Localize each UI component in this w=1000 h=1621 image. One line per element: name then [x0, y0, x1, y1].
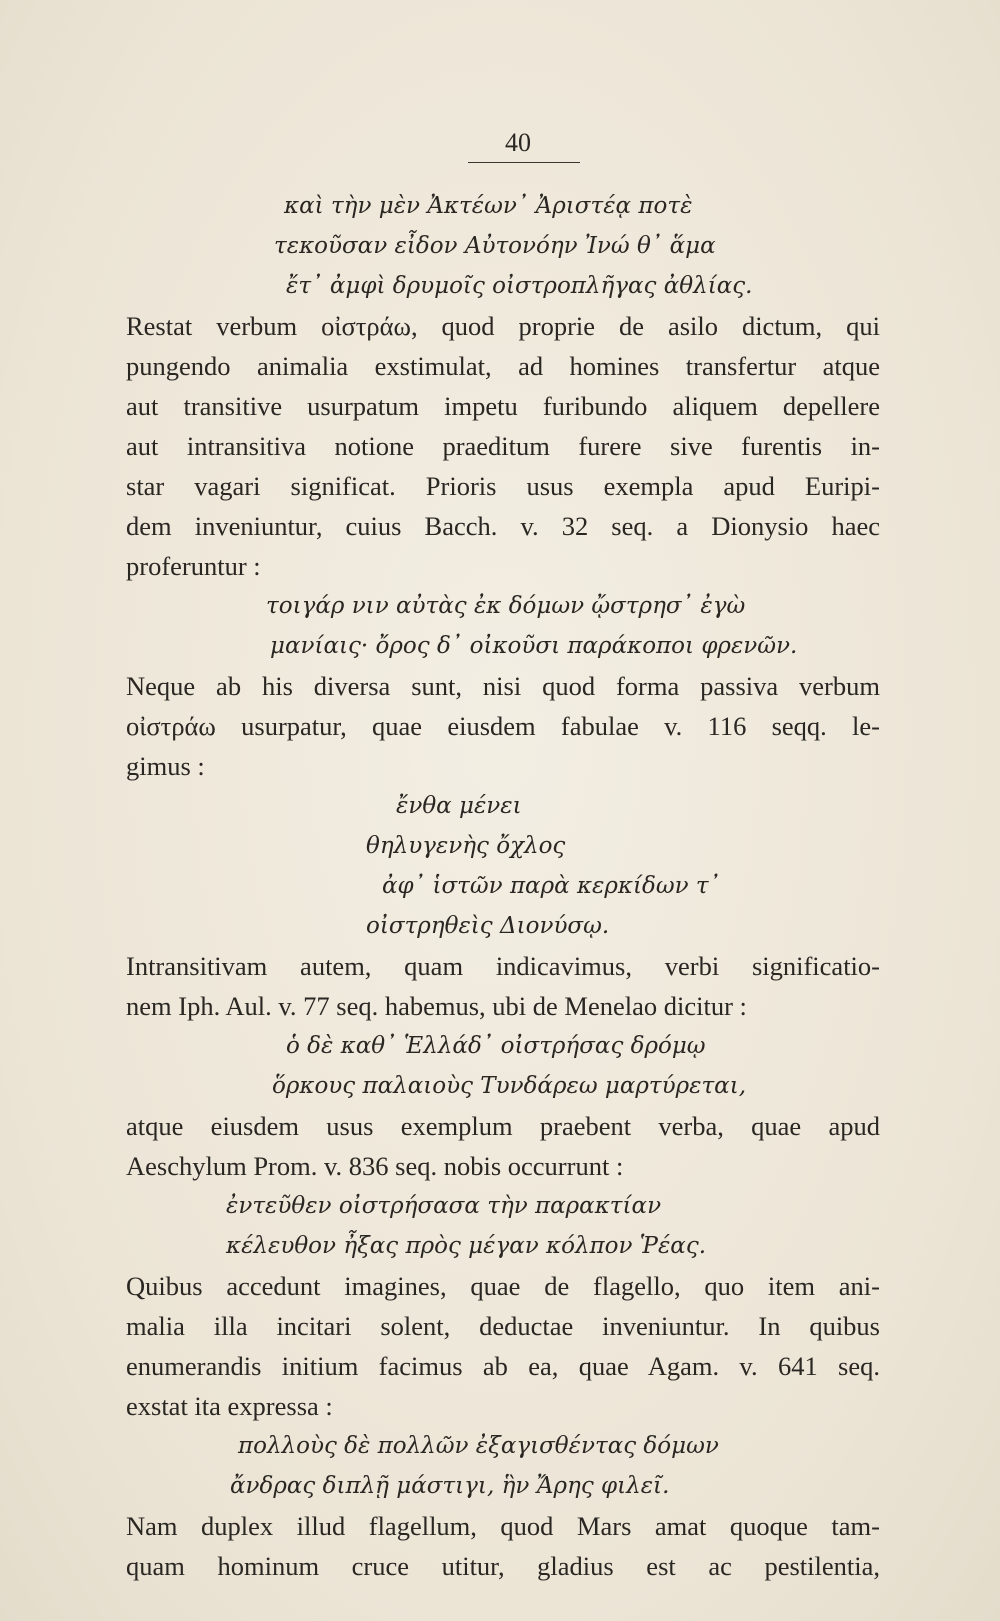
prose-line: malia illa incitari solent, deductae inveniuntur. In quibus	[126, 1311, 880, 1341]
prose-line: Intransitivam autem, quam indicavimus, verbi significatio-	[126, 951, 880, 981]
verse-line: μανίαις· ὄρος δ᾽ οἰκοῦσι παράκοποι φρενῶν.	[270, 633, 798, 659]
verse-quotation	[126, 1186, 880, 1266]
prose-line: aut intransitiva notione praeditum furere sive furentis in-	[126, 431, 880, 461]
verse-quotation	[126, 586, 880, 666]
prose-line: proferuntur :	[126, 551, 261, 581]
prose-line: οἰστράω usurpatur, quae eiusdem fabulae v. 116 seqq. le-	[126, 711, 880, 741]
page-body	[126, 186, 880, 1586]
prose-line: Aeschylum Prom. v. 836 seq. nobis occurrunt :	[126, 1151, 624, 1181]
verse-line: τοιγάρ νιν αὐτὰς ἐκ δόμων ᾤστρησ᾽ ἐγὼ	[266, 593, 746, 619]
verse-line: ἀφ᾽ ἱστῶν παρὰ κερκίδων τ᾽	[382, 873, 721, 899]
verse-line: τεκοῦσαν εἶδον Αὐτονόην Ἰνώ θ᾽ ἅμα	[274, 233, 716, 259]
prose-paragraph	[126, 946, 880, 1026]
verse-quotation	[126, 786, 880, 946]
prose-line: quam hominum cruce utitur, gladius est ac pestilentia,	[126, 1551, 880, 1581]
verse-line: ἔτ᾽ ἀμφὶ δρυμοῖς οἰστροπλῆγας ἀθλίας.	[286, 273, 753, 299]
verse-line: ὅρκους παλαιοὺς Τυνδάρεω μαρτύρεται,	[272, 1073, 747, 1099]
verse-line: πολλοὺς δὲ πολλῶν ἐξαγισθέντας δόμων	[238, 1433, 719, 1459]
prose-line: Nam duplex illud flagellum, quod Mars amat quoque tam-	[126, 1511, 880, 1541]
prose-paragraph	[126, 1266, 880, 1426]
verse-line: θηλυγενὴς ὄχλος	[366, 833, 566, 859]
prose-line: Neque ab his diversa sunt, nisi quod forma passiva verbum	[126, 671, 880, 701]
page-number: 40	[505, 128, 531, 157]
verse-quotation	[126, 1026, 880, 1106]
verse-line: οἰστρηθεὶς Διονύσῳ.	[366, 913, 610, 939]
verse-quotation	[126, 186, 880, 306]
prose-paragraph	[126, 1106, 880, 1186]
prose-paragraph	[126, 1506, 880, 1586]
verse-quotation	[126, 1426, 880, 1506]
prose-line: atque eiusdem usus exemplum praebent verba, quae apud	[126, 1111, 880, 1141]
verse-line: κέλευθον ἦξας πρὸς μέγαν κόλπον Ῥέας.	[226, 1233, 707, 1259]
prose-line: nem Iph. Aul. v. 77 seq. habemus, ubi de Menelao dicitur :	[126, 991, 747, 1021]
prose-paragraph	[126, 666, 880, 786]
prose-line: exstat ita expressa :	[126, 1391, 333, 1421]
prose-paragraph	[126, 306, 880, 586]
verse-line: ἔνθα μένει	[396, 793, 522, 819]
prose-line: Quibus accedunt imagines, quae de flagello, quo item ani-	[126, 1271, 880, 1301]
prose-line: gimus :	[126, 751, 205, 781]
header-rule	[468, 162, 580, 163]
prose-line: Restat verbum οἰστράω, quod proprie de asilo dictum, qui	[126, 311, 880, 341]
verse-line: καὶ τὴν μὲν Ἀκτέων᾽ Ἀριστέᾳ ποτὲ	[284, 193, 693, 219]
verse-line: ἄνδρας διπλῇ μάστιγι, ἣν Ἄρης φιλεῖ.	[230, 1473, 670, 1499]
prose-line: pungendo animalia exstimulat, ad homines transfertur atque	[126, 351, 880, 381]
verse-line: ὁ δὲ καθ᾽ Ἑλλάδ᾽ οἰστρήσας δρόμῳ	[286, 1033, 706, 1059]
prose-line: aut transitive usurpatum impetu furibundo aliquem depellere	[126, 391, 880, 421]
prose-line: dem inveniuntur, cuius Bacch. v. 32 seq. a Dionysio haec	[126, 511, 880, 541]
prose-line: enumerandis initium facimus ab ea, quae Agam. v. 641 seq.	[126, 1351, 880, 1381]
verse-line: ἐντεῦθεν οἰστρήσασα τὴν παρακτίαν	[226, 1193, 662, 1219]
prose-line: star vagari significat. Prioris usus exempla apud Euripi-	[126, 471, 880, 501]
